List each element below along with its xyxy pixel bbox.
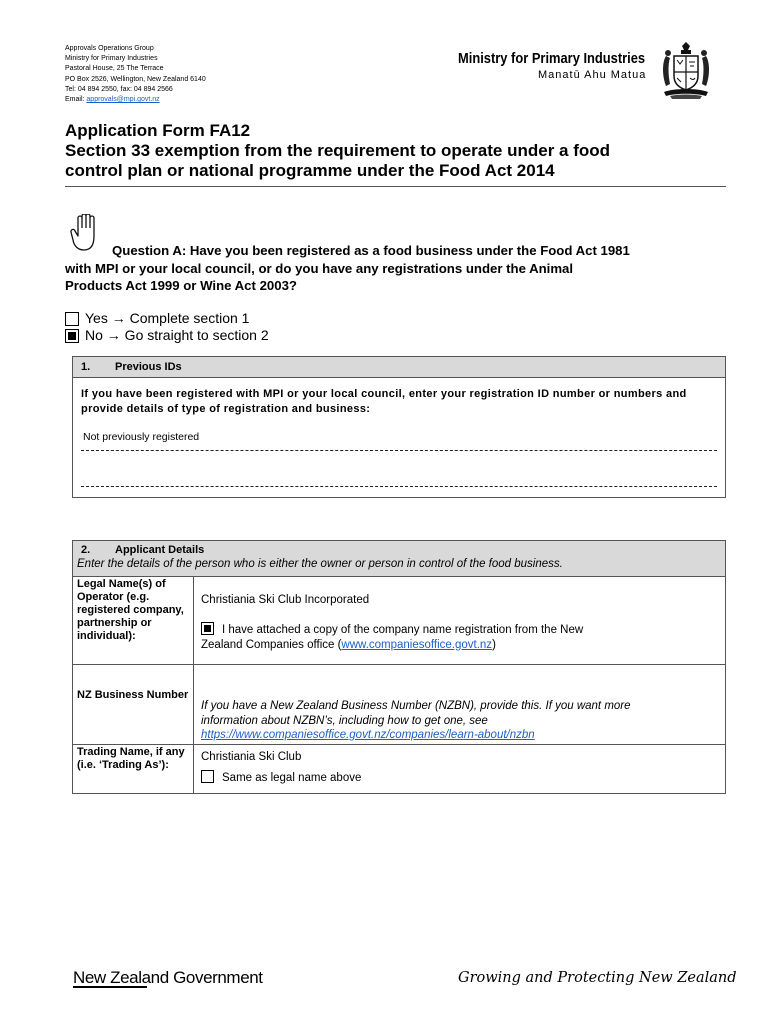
same-as-legal-checkbox[interactable]	[201, 770, 214, 783]
email-line: Email: approvals@mpi.govt.nz	[65, 96, 160, 104]
table-row	[73, 745, 725, 793]
section-subtitle: Enter the details of the person who is either the owner or person in control of the food business.	[77, 558, 563, 570]
attached-checkbox[interactable]	[201, 622, 214, 635]
question-a-options	[65, 310, 269, 344]
form-title-line: control plan or national programme under the Food Act 2014	[65, 161, 555, 180]
org-maori-name: Manatū Ahu Matua	[538, 69, 647, 81]
yes-checkbox[interactable]	[65, 312, 79, 326]
section-number: 2.	[81, 544, 91, 556]
form-title-line: Section 33 exemption from the requirement to operate under a food	[65, 141, 611, 160]
section-1-header	[73, 357, 725, 378]
previous-ids-field[interactable]: Not previously registered	[83, 431, 200, 443]
option-no[interactable]	[65, 327, 269, 344]
section-title: Previous IDs	[115, 361, 182, 373]
section-number: 1.	[81, 361, 91, 373]
section-2-header	[73, 541, 725, 577]
option-yes[interactable]	[65, 310, 269, 327]
companies-office-link[interactable]: www.companiesoffice.govt.nz	[341, 638, 493, 651]
form-title	[65, 121, 705, 181]
nz-government-logo: New Zealand Government	[73, 968, 263, 987]
trading-name-field[interactable]: Christiania Ski Club	[201, 751, 302, 763]
trading-name-label: Trading Name, if any (i.e. ‘Trading As’):	[73, 745, 194, 793]
mpi-logo	[458, 50, 658, 90]
title-divider	[65, 186, 726, 187]
sender-address	[65, 44, 206, 105]
address-line: Pastoral House, 25 The Terrace	[65, 65, 164, 73]
address-line: Approvals Operations Group	[65, 45, 154, 52]
option-yes-label: Yes → Complete section 1	[85, 310, 250, 326]
answer-line	[81, 445, 717, 451]
no-checkbox[interactable]	[65, 329, 79, 343]
nzbn-label: NZ Business Number	[73, 665, 194, 744]
option-no-label: No → Go straight to section 2	[85, 327, 269, 343]
coat-of-arms-icon	[660, 42, 712, 100]
legal-name-label: Legal Name(s) of Operator (e.g. registered company, partnership or individual):	[73, 577, 194, 664]
footer-tagline: Growing and Protecting New Zealand	[458, 970, 737, 986]
question-a-line: Products Act 1999 or Wine Act 2003?	[65, 278, 297, 293]
attached-registration: I have attached a copy of the company name registration from the New Zealand Companies office (www.companiesoffice.govt.nz)	[201, 624, 584, 651]
address-line: PO Box 2526, Wellington, New Zealand 6140	[65, 75, 206, 83]
question-a	[65, 242, 725, 295]
table-row	[73, 665, 725, 745]
nzbn-cell[interactable]: If you have a New Zealand Business Number (NZBN), provide this. If you want more information about NZBN’s, including how to get one, see https://www.companiesoffice.govt.nz/companies/learn-about/nzbn	[194, 665, 725, 744]
section-applicant-details	[72, 540, 726, 794]
section-1-instruction: If you have been registered with MPI or your local council, enter your registration ID number or numbers and provide details of type of registration and business:	[81, 388, 687, 415]
address-line: Ministry for Primary Industries	[65, 55, 158, 63]
question-a-line: with MPI or your local council, or do you have any registrations under the Animal	[65, 260, 574, 276]
email-link[interactable]: approvals@mpi.govt.nz	[86, 96, 160, 104]
question-a-line: Question A: Have you been registered as a food business under the Food Act 1981	[112, 243, 630, 258]
address-line: Tel: 04 894 2550, fax: 04 894 2566	[65, 85, 173, 93]
form-title-line: Application Form FA12	[65, 121, 251, 140]
same-as-legal: Same as legal name above	[201, 770, 718, 784]
org-name: Ministry for Primary Industries	[458, 50, 646, 67]
trading-name-cell	[194, 745, 725, 793]
legal-name-cell	[194, 577, 725, 664]
answer-line[interactable]	[81, 481, 717, 487]
nzbn-link[interactable]: https://www.companiesoffice.govt.nz/companies/learn-about/nzbn	[201, 729, 535, 741]
legal-name-field[interactable]: Christiania Ski Club Incorporated	[201, 594, 370, 606]
table-row	[73, 577, 725, 665]
section-title: Applicant Details	[115, 544, 205, 556]
section-previous-ids	[72, 356, 726, 498]
